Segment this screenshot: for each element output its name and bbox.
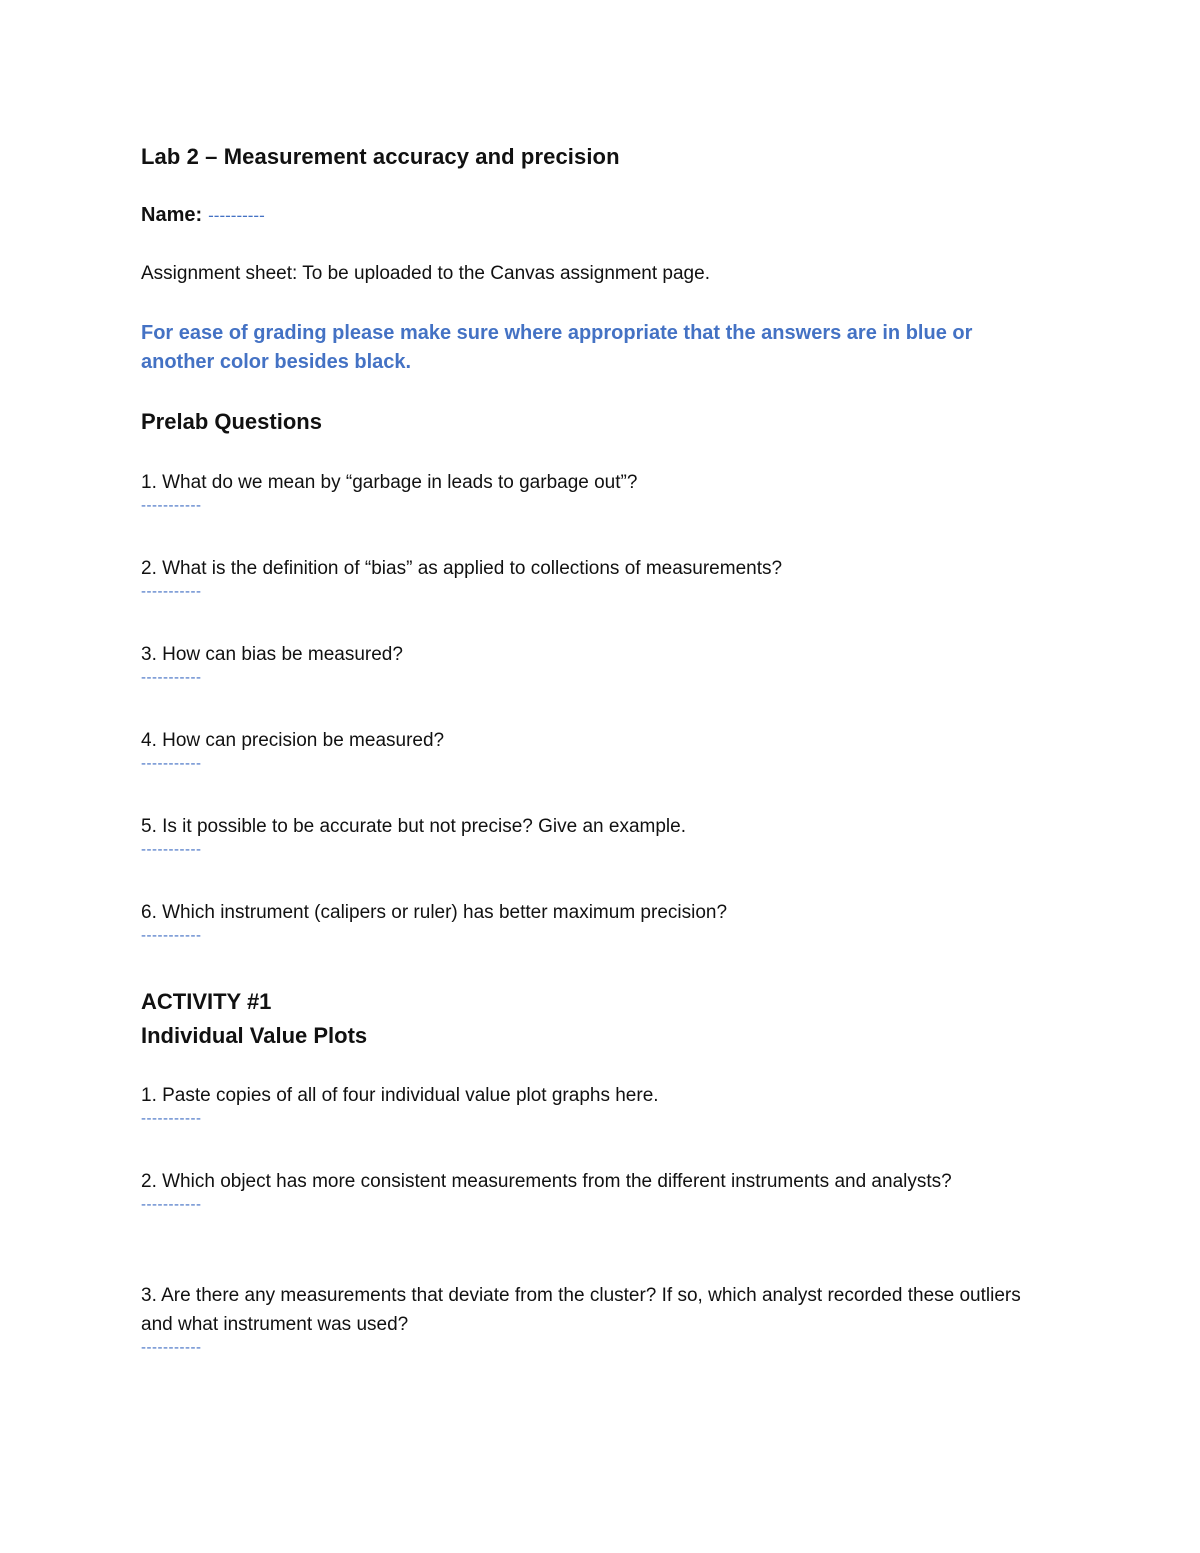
activity-question-3 xyxy=(141,1281,1041,1355)
question-text: 1. Paste copies of all of four individual value plot graphs here. xyxy=(141,1085,659,1106)
answer-field[interactable]: ----------- xyxy=(141,583,202,600)
answer-field[interactable]: ----------- xyxy=(141,841,202,858)
question-text: 5. Is it possible to be accurate but not precise? Give an example. xyxy=(141,816,686,837)
answer-field[interactable]: ----------- xyxy=(141,1110,202,1127)
question-text: 1. What do we mean by “garbage in leads to garbage out”? xyxy=(141,472,638,493)
prelab-question-4 xyxy=(141,726,1041,771)
prelab-question-5 xyxy=(141,812,1041,857)
answer-field[interactable]: ----------- xyxy=(141,497,202,514)
activity-heading: ACTIVITY #1 xyxy=(141,989,272,1014)
activity-question-2 xyxy=(141,1167,1041,1212)
answer-field[interactable]: ----------- xyxy=(141,755,202,772)
prelab-question-3 xyxy=(141,640,1041,685)
question-text: 4. How can precision be measured? xyxy=(141,730,445,751)
name-line xyxy=(141,204,265,227)
question-text: 2. Which object has more consistent measurements from the different instruments and analysts? xyxy=(141,1171,952,1192)
question-text: 2. What is the definition of “bias” as applied to collections of measurements? xyxy=(141,558,783,579)
assignment-sheet-note: Assignment sheet: To be uploaded to the Canvas assignment page. xyxy=(141,263,710,284)
grading-instruction: For ease of grading please make sure where appropriate that the answers are in blue or another color besides black. xyxy=(141,322,973,373)
prelab-question-1 xyxy=(141,468,1041,513)
answer-field[interactable]: ----------- xyxy=(141,669,202,686)
name-field[interactable]: ---------- xyxy=(208,206,265,225)
prelab-question-6 xyxy=(141,898,1041,943)
answer-field[interactable]: ----------- xyxy=(141,927,202,944)
prelab-question-2 xyxy=(141,554,1041,599)
activity-question-1 xyxy=(141,1081,1041,1126)
prelab-heading: Prelab Questions xyxy=(141,409,322,434)
question-text: 6. Which instrument (calipers or ruler) has better maximum precision? xyxy=(141,902,728,923)
document-title: Lab 2 – Measurement accuracy and precision xyxy=(141,144,620,169)
question-text: 3. How can bias be measured? xyxy=(141,644,403,665)
answer-field[interactable]: ----------- xyxy=(141,1196,202,1213)
answer-field[interactable]: ----------- xyxy=(141,1339,202,1356)
question-text: 3. Are there any measurements that deviate from the cluster? If so, which analyst recorded these outliers and what instrument was used? xyxy=(141,1285,1021,1335)
activity-subheading: Individual Value Plots xyxy=(141,1023,368,1048)
name-label: Name: xyxy=(141,204,203,226)
